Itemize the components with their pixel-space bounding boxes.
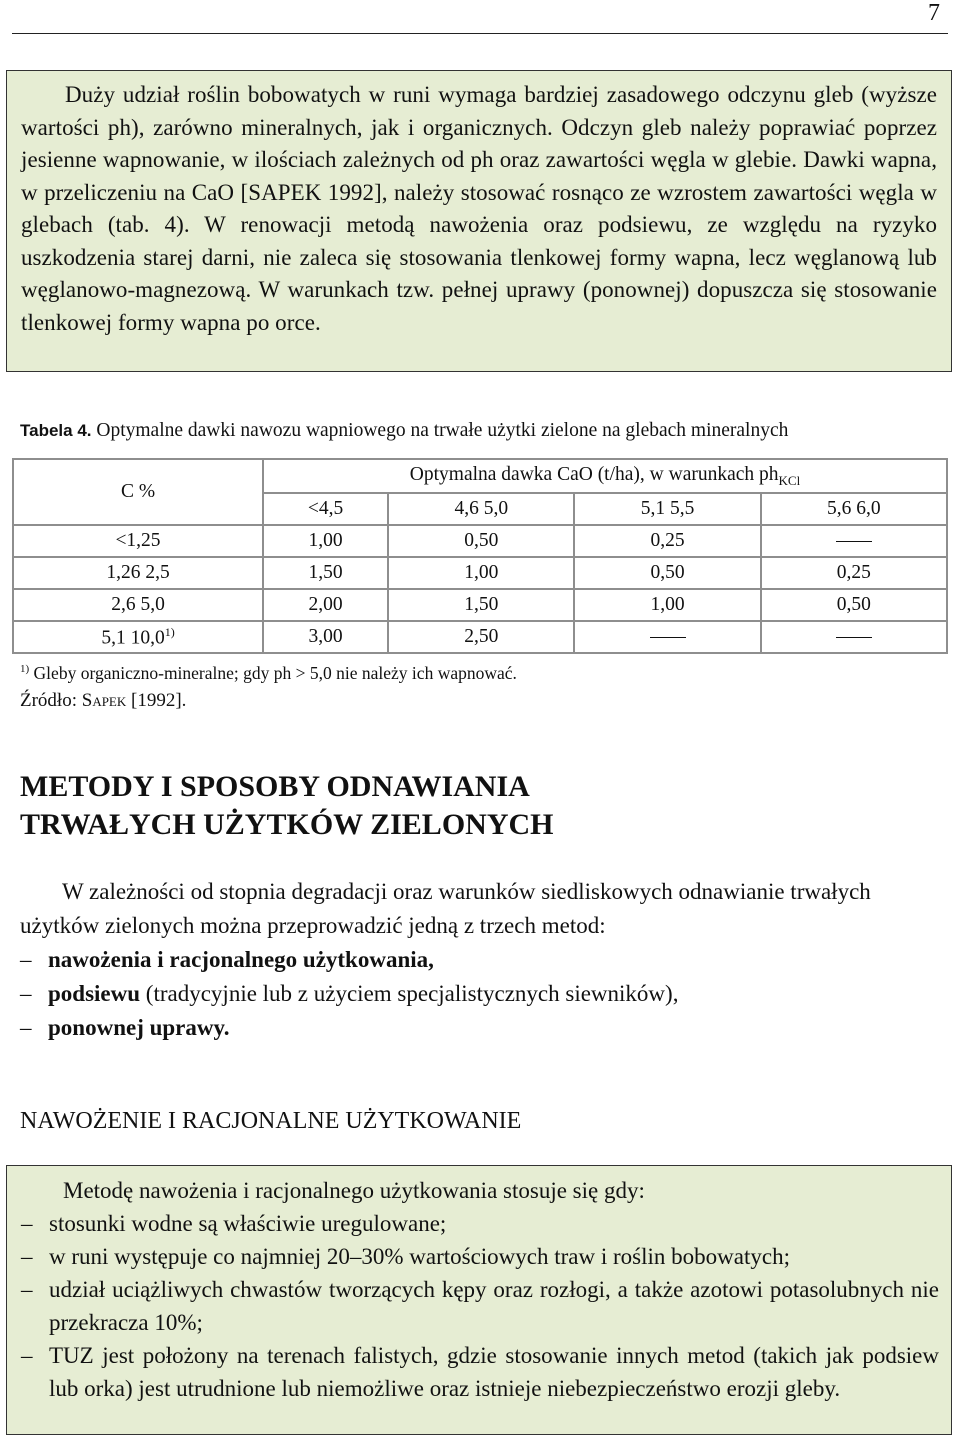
table-cell: 0,50 <box>761 589 947 621</box>
ph-header: 4,6 5,0 <box>388 493 574 525</box>
table-row <box>13 621 947 653</box>
list-item <box>21 1240 939 1273</box>
dash-bullet: – <box>21 1343 33 1368</box>
footnote-mark: 1) <box>20 663 30 675</box>
c-value: 5,1 10,0 <box>101 627 165 649</box>
condition-text: udział uciążliwych chwastów tworzących kępy oraz rozłogi, a także azotowi potasolubnych nie przekracza 10%; <box>49 1277 939 1335</box>
dash-mark <box>836 541 872 542</box>
table-cell: 1,50 <box>263 557 388 589</box>
dash-bullet: – <box>21 1211 33 1236</box>
table-cell-dash <box>761 525 947 557</box>
table-cell-c: 1,26 2,5 <box>13 557 263 589</box>
table-cell: 1,00 <box>388 557 574 589</box>
header-rule <box>12 33 948 34</box>
methods-paragraph: W zależności od stopnia degradacji oraz warunków siedliskowych odnawianie trwałych użytków zielonych można przeprowadzić jedną z trzech metod: <box>20 879 871 938</box>
dash-bullet: – <box>21 1244 33 1269</box>
list-item <box>20 1011 942 1045</box>
condition-text: TUZ jest położony na terenach falistych, gdzie stosowanie innych metod (takich jak podsiew lub orka) jest utrudnione lub niemożliwe oraz istnieje niebezpieczeństwo erozji gleby. <box>49 1343 939 1401</box>
table-caption-text: Optymalne dawki nawozu wapniowego na trwałe użytki zielone na glebach mineralnych <box>91 420 789 441</box>
table-cell-dash <box>761 621 947 653</box>
source-note <box>20 687 517 714</box>
footnote <box>20 656 517 687</box>
table-cell: 1,00 <box>574 589 760 621</box>
conditions-intro: Metodę nawożenia i racjonalnego użytkowania stosuje się gdy: <box>63 1178 645 1203</box>
group-header-text: Optymalna dawka CaO (t/ha), w warunkach ph <box>409 463 779 485</box>
table-cell: 1,50 <box>388 589 574 621</box>
ph-header: 5,1 5,5 <box>574 493 760 525</box>
list-item <box>21 1207 939 1240</box>
col-c-header: C % <box>13 459 263 525</box>
intro-box <box>6 70 952 372</box>
method-name: ponownej uprawy. <box>48 1015 230 1040</box>
dash-bullet: – <box>20 1015 32 1040</box>
dash-bullet: – <box>20 947 32 972</box>
methods-list <box>20 943 942 1045</box>
table-cell-dash <box>574 621 760 653</box>
dash-bullet: – <box>20 981 32 1006</box>
method-name: podsiewu <box>48 981 141 1006</box>
table-row <box>13 589 947 621</box>
table-cell: 0,25 <box>761 557 947 589</box>
heading-line: METODY I SPOSOBY ODNAWIANIA <box>20 770 530 803</box>
heading-line: TRWAŁYCH UŻYTKÓW ZIELONYCH <box>20 808 554 841</box>
ph-header: 5,6 6,0 <box>761 493 947 525</box>
condition-text: stosunki wodne są właściwie uregulowane; <box>49 1211 447 1236</box>
method-name: nawożenia i racjonalnego użytkowania, <box>48 947 434 972</box>
table-caption-label: Tabela 4. <box>20 421 92 440</box>
method-note: (tradycyjnie lub z użyciem specjalistycznych siewników), <box>140 981 679 1006</box>
table-cell: 3,00 <box>263 621 388 653</box>
table-cell: 0,50 <box>388 525 574 557</box>
dash-mark <box>650 637 686 638</box>
source-author: Sapek <box>81 689 127 711</box>
source-label: Źródło: <box>20 689 82 711</box>
group-header <box>263 459 947 493</box>
dash-mark <box>836 637 872 638</box>
list-item <box>20 943 942 977</box>
conditions-list <box>21 1207 939 1405</box>
intro-paragraph: Duży udział roślin bobowatych w runi wymaga bardziej zasadowego odczynu gleb (wyższe wartości ph), zarówno mineralnych, jak i organicznych. Odczyn gleb należy poprawiać poprzez jesienne wapnowanie, w ilościach zależnych od ph oraz zawartości węgla w glebie. Dawki wapna, w przeliczeniu na CaO [SAPEK 1992], należy stosować rosnąco ze wzrostem zawartości węgla w glebach (tab. 4). W renowacji metodą nawożenia oraz podsiewu, ze względu na ryzyko uszkodzenia starej darni, nie zaleca się stosowania tlenkowej formy wapna, lecz węglanową lub węglanowo-magnezową. W warunkach tzw. pełnej uprawy (ponownej) dopuszcza się stosowanie tlenkowej formy wapna po orce. <box>21 82 937 335</box>
table-row <box>13 557 947 589</box>
table-cell: 1,00 <box>263 525 388 557</box>
lime-dose-table <box>12 458 948 654</box>
table-cell-c <box>13 621 263 653</box>
section-heading-fertilization: NAWOŻENIE I RACJONALNE UŻYTKOWANIE <box>20 1108 522 1134</box>
list-item <box>21 1339 939 1405</box>
section-heading-methods <box>20 768 553 844</box>
table-cell: 2,50 <box>388 621 574 653</box>
footnote-text: Gleby organiczno-mineralne; gdy ph > 5,0 nie należy ich wapnować. <box>29 662 517 683</box>
group-header-sub: KCl <box>778 472 801 488</box>
list-item <box>21 1273 939 1339</box>
list-item <box>20 977 942 1011</box>
table-row <box>13 525 947 557</box>
table-cell: 0,50 <box>574 557 760 589</box>
table-cell: 0,25 <box>574 525 760 557</box>
c-value: <1,25 <box>115 530 161 551</box>
table-cell: 2,00 <box>263 589 388 621</box>
table-caption <box>20 418 788 444</box>
conditions-box <box>6 1165 952 1435</box>
table-header-row <box>13 459 947 493</box>
condition-text: w runi występuje co najmniej 20–30% wartościowych traw i roślin bobowatych; <box>49 1244 790 1269</box>
source-year: [1992]. <box>126 689 187 711</box>
ph-header: <4,5 <box>263 493 388 525</box>
table-cell-c <box>13 525 263 557</box>
page-number: 7 <box>928 0 940 26</box>
dash-bullet: – <box>21 1277 33 1302</box>
footnote-ref: 1) <box>164 624 175 639</box>
table-notes <box>20 656 517 714</box>
table-cell-c: 2,6 5,0 <box>13 589 263 621</box>
